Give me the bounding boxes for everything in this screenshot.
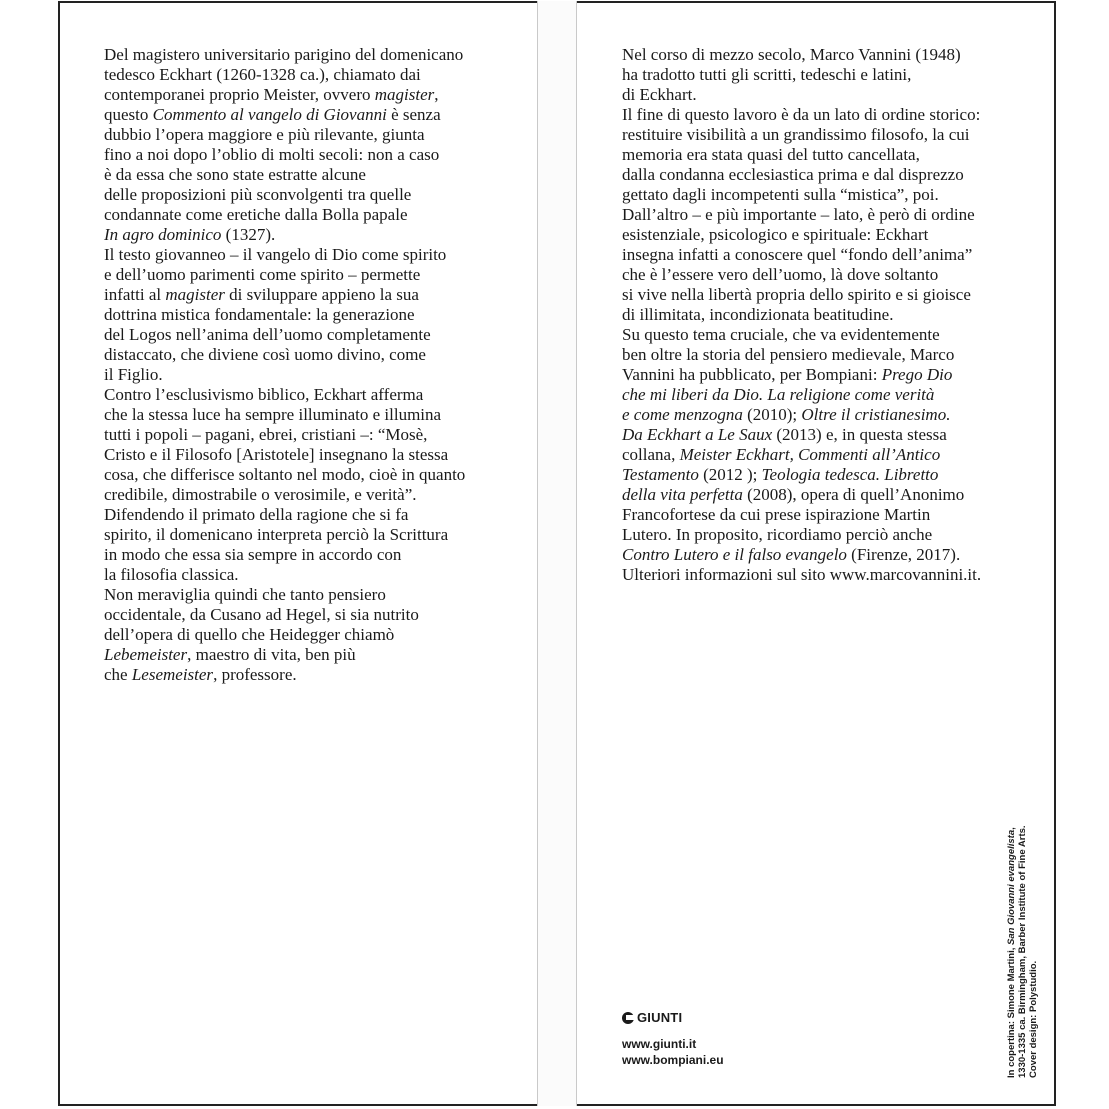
text-segment: e dell’uomo parimenti come spirito – permette xyxy=(104,265,421,284)
text-segment: tutti i popoli – pagani, ebrei, cristiani –: “Mosè, xyxy=(104,425,428,444)
text-segment: Contro l’esclusivismo biblico, Eckhart afferma xyxy=(104,385,424,404)
text-segment: (Firenze, 2017). xyxy=(846,545,961,564)
text-line xyxy=(104,125,534,145)
text-segment: di Eckhart. xyxy=(622,85,697,104)
text-segment: Lutero. In proposito, ricordiamo perciò anche xyxy=(622,525,933,544)
text-line xyxy=(622,525,1042,545)
italic-text: Contro Lutero e il falso evangelo xyxy=(622,545,847,564)
text-line xyxy=(622,45,1042,65)
text-line xyxy=(622,425,1042,445)
text-segment: (2010); xyxy=(742,405,802,424)
text-segment: gettato dagli incompetenti sulla “mistica”, poi. xyxy=(622,185,939,204)
text-segment: (2013) e, in questa stessa xyxy=(772,425,947,444)
text-line xyxy=(104,185,534,205)
text-line xyxy=(104,65,534,85)
text-segment: dottrina mistica fondamentale: la generazione xyxy=(104,305,415,324)
text-segment: di illimitata, incondizionata beatitudine. xyxy=(622,305,894,324)
text-line xyxy=(622,485,1042,505)
text-segment: Difendendo il primato della ragione che si fa xyxy=(104,505,409,524)
text-segment: condannate come eretiche dalla Bolla papale xyxy=(104,205,408,224)
publisher-logo-text: GIUNTI xyxy=(637,1010,683,1025)
text-line xyxy=(104,665,534,685)
text-segment: esistenziale, psicologico e spirituale: Eckhart xyxy=(622,225,929,244)
text-segment: (1327). xyxy=(221,225,276,244)
text-segment: dubbio l’opera maggiore e più rilevante, giunta xyxy=(104,125,425,144)
text-line xyxy=(622,225,1042,245)
text-segment: è senza xyxy=(386,105,441,124)
cover-credits xyxy=(1006,825,1039,1078)
text-segment: Francofortese da cui prese ispirazione Martin xyxy=(622,505,931,524)
giunti-logo-icon xyxy=(622,1012,634,1024)
text-segment: che xyxy=(104,665,132,684)
text-segment: Non meraviglia quindi che tanto pensiero xyxy=(104,585,386,604)
text-line xyxy=(622,385,1042,405)
publisher-websites xyxy=(622,1036,724,1068)
publisher-logo xyxy=(622,1010,682,1025)
text-segment: di sviluppare appieno la sua xyxy=(224,285,419,304)
text-line xyxy=(622,85,1042,105)
text-line xyxy=(104,605,534,625)
italic-text: Prego Dio xyxy=(881,365,953,384)
text-line xyxy=(104,105,534,125)
text-segment: dell’opera di quello che Heidegger chiamò xyxy=(104,625,395,644)
text-line xyxy=(622,125,1042,145)
website-bompiani: www.bompiani.eu xyxy=(622,1053,724,1067)
italic-text: della vita perfetta xyxy=(622,485,743,504)
text-line xyxy=(622,545,1042,565)
text-segment: Dall’altro – e più importante – lato, è però di ordine xyxy=(622,205,975,224)
text-line xyxy=(622,185,1042,205)
text-line xyxy=(104,365,534,385)
text-line xyxy=(104,145,534,165)
text-line xyxy=(104,565,534,585)
italic-text: Da Eckhart a Le Saux xyxy=(622,425,773,444)
text-line xyxy=(104,165,534,185)
text-line xyxy=(622,345,1042,365)
italic-text: Testamento xyxy=(622,465,699,484)
text-line xyxy=(104,645,534,665)
text-segment: Su questo tema cruciale, che va evidentemente xyxy=(622,325,940,344)
text-segment: che è l’essere vero dell’uomo, là dove soltanto xyxy=(622,265,939,284)
text-segment: Del magistero universitario parigino del domenicano xyxy=(104,45,464,64)
text-line xyxy=(622,145,1042,165)
text-line xyxy=(622,565,1042,585)
text-segment: memoria era stata quasi del tutto cancellata, xyxy=(622,145,920,164)
text-segment: fino a noi dopo l’oblio di molti secoli: non a caso xyxy=(104,145,440,164)
text-line xyxy=(104,225,534,245)
text-line xyxy=(104,245,534,265)
text-segment: (2012 ); xyxy=(698,465,762,484)
italic-text: Oltre il cristianesimo. xyxy=(801,405,951,424)
text-line xyxy=(622,205,1042,225)
italic-text: Lebemeister xyxy=(104,645,188,664)
credits-line-1: In copertina: Simone Martini, San Giovanni evangelista, xyxy=(1006,827,1017,1078)
text-line xyxy=(104,625,534,645)
text-segment: che la stessa luce ha sempre illuminato e illumina xyxy=(104,405,442,424)
text-segment: occidentale, da Cusano ad Hegel, si sia nutrito xyxy=(104,605,419,624)
text-segment: , xyxy=(434,85,439,104)
text-line xyxy=(104,45,534,65)
text-line xyxy=(622,65,1042,85)
text-line xyxy=(104,345,534,365)
text-segment: in modo che essa sia sempre in accordo con xyxy=(104,545,402,564)
italic-text: In agro dominico xyxy=(104,225,222,244)
text-segment: ha tradotto tutti gli scritti, tedeschi e latini, xyxy=(622,65,912,84)
text-line xyxy=(104,425,534,445)
text-line xyxy=(622,265,1042,285)
text-line xyxy=(622,105,1042,125)
italic-text: Meister Eckhart, Commenti all’Antico xyxy=(679,445,941,464)
text-line xyxy=(622,245,1042,265)
text-segment: collana, xyxy=(622,445,680,464)
text-line xyxy=(104,205,534,225)
right-flap-text xyxy=(622,45,1042,585)
text-segment: distaccato, che diviene così uomo divino, come xyxy=(104,345,426,364)
text-segment: (2008), opera di quell’Anonimo xyxy=(742,485,965,504)
text-line xyxy=(622,465,1042,485)
text-segment: Il testo giovanneo – il vangelo di Dio come spirito xyxy=(104,245,447,264)
text-line xyxy=(622,405,1042,425)
italic-text: Teologia tedesca. Libretto xyxy=(761,465,939,484)
text-line xyxy=(104,305,534,325)
text-segment: , maestro di vita, ben più xyxy=(187,645,356,664)
text-segment: del Logos nell’anima dell’uomo completamente xyxy=(104,325,431,344)
italic-text: magister xyxy=(374,85,435,104)
text-segment: questo xyxy=(104,105,153,124)
text-line xyxy=(104,545,534,565)
text-segment: si vive nella libertà propria dello spirito e si gioisce xyxy=(622,285,971,304)
text-line xyxy=(622,165,1042,185)
text-segment: la filosofia classica. xyxy=(104,565,239,584)
text-segment: il Figlio. xyxy=(104,365,163,384)
text-line xyxy=(104,465,534,485)
text-line xyxy=(104,405,534,425)
text-segment: ben oltre la storia del pensiero medievale, Marco xyxy=(622,345,955,364)
text-segment: cosa, che differisce soltanto nel modo, cioè in quanto xyxy=(104,465,466,484)
text-segment: Il fine di questo lavoro è da un lato di ordine storico: xyxy=(622,105,981,124)
text-segment: delle proposizioni più sconvolgenti tra quelle xyxy=(104,185,412,204)
text-segment: è da essa che sono state estratte alcune xyxy=(104,165,366,184)
text-line xyxy=(104,385,534,405)
website-giunti: www.giunti.it xyxy=(622,1037,697,1051)
text-segment: insegna infatti a conoscere quel “fondo dell’anima” xyxy=(622,245,973,264)
text-line xyxy=(622,445,1042,465)
text-segment: Nel corso di mezzo secolo, Marco Vannini (1948) xyxy=(622,45,961,64)
text-line xyxy=(104,325,534,345)
italic-text: magister xyxy=(165,285,225,304)
text-line xyxy=(104,485,534,505)
italic-text: Commento al vangelo di Giovanni xyxy=(152,105,387,124)
text-segment: Cristo e il Filosofo [Aristotele] insegnano la stessa xyxy=(104,445,449,464)
left-flap-text xyxy=(104,45,534,685)
text-segment: Ulteriori informazioni sul sito www.marcovannini.it. xyxy=(622,565,982,584)
italic-text: Lesemeister xyxy=(131,665,214,684)
book-spine xyxy=(537,1,577,1106)
text-line xyxy=(104,525,534,545)
text-line xyxy=(622,325,1042,345)
text-segment: dalla condanna ecclesiastica prima e dal disprezzo xyxy=(622,165,964,184)
italic-text: che mi liberi da Dio. La religione come verità xyxy=(622,385,935,404)
text-segment: Vannini ha pubblicato, per Bompiani: xyxy=(622,365,882,384)
text-line xyxy=(622,365,1042,385)
text-segment: infatti al xyxy=(104,285,166,304)
text-segment: contemporanei proprio Meister, ovvero xyxy=(104,85,375,104)
text-line xyxy=(622,285,1042,305)
text-line xyxy=(622,505,1042,525)
text-line xyxy=(104,585,534,605)
italic-text: e come menzogna xyxy=(622,405,743,424)
text-segment: restituire visibilità a un grandissimo filosofo, la cui xyxy=(622,125,970,144)
credits-line-3: Cover design: Polystudio. xyxy=(1028,960,1039,1078)
credits-line-2: 1330-1335 ca. Birmingham, Barber Institute of Fine Arts. xyxy=(1017,825,1028,1078)
text-line xyxy=(104,85,534,105)
text-segment: , professore. xyxy=(213,665,297,684)
text-line xyxy=(622,305,1042,325)
text-segment: credibile, dimostrabile o verosimile, e verità”. xyxy=(104,485,417,504)
text-line xyxy=(104,265,534,285)
text-line xyxy=(104,505,534,525)
text-line xyxy=(104,445,534,465)
text-segment: spirito, il domenicano interpreta perciò la Scrittura xyxy=(104,525,449,544)
text-line xyxy=(104,285,534,305)
text-segment: tedesco Eckhart (1260-1328 ca.), chiamato dai xyxy=(104,65,421,84)
